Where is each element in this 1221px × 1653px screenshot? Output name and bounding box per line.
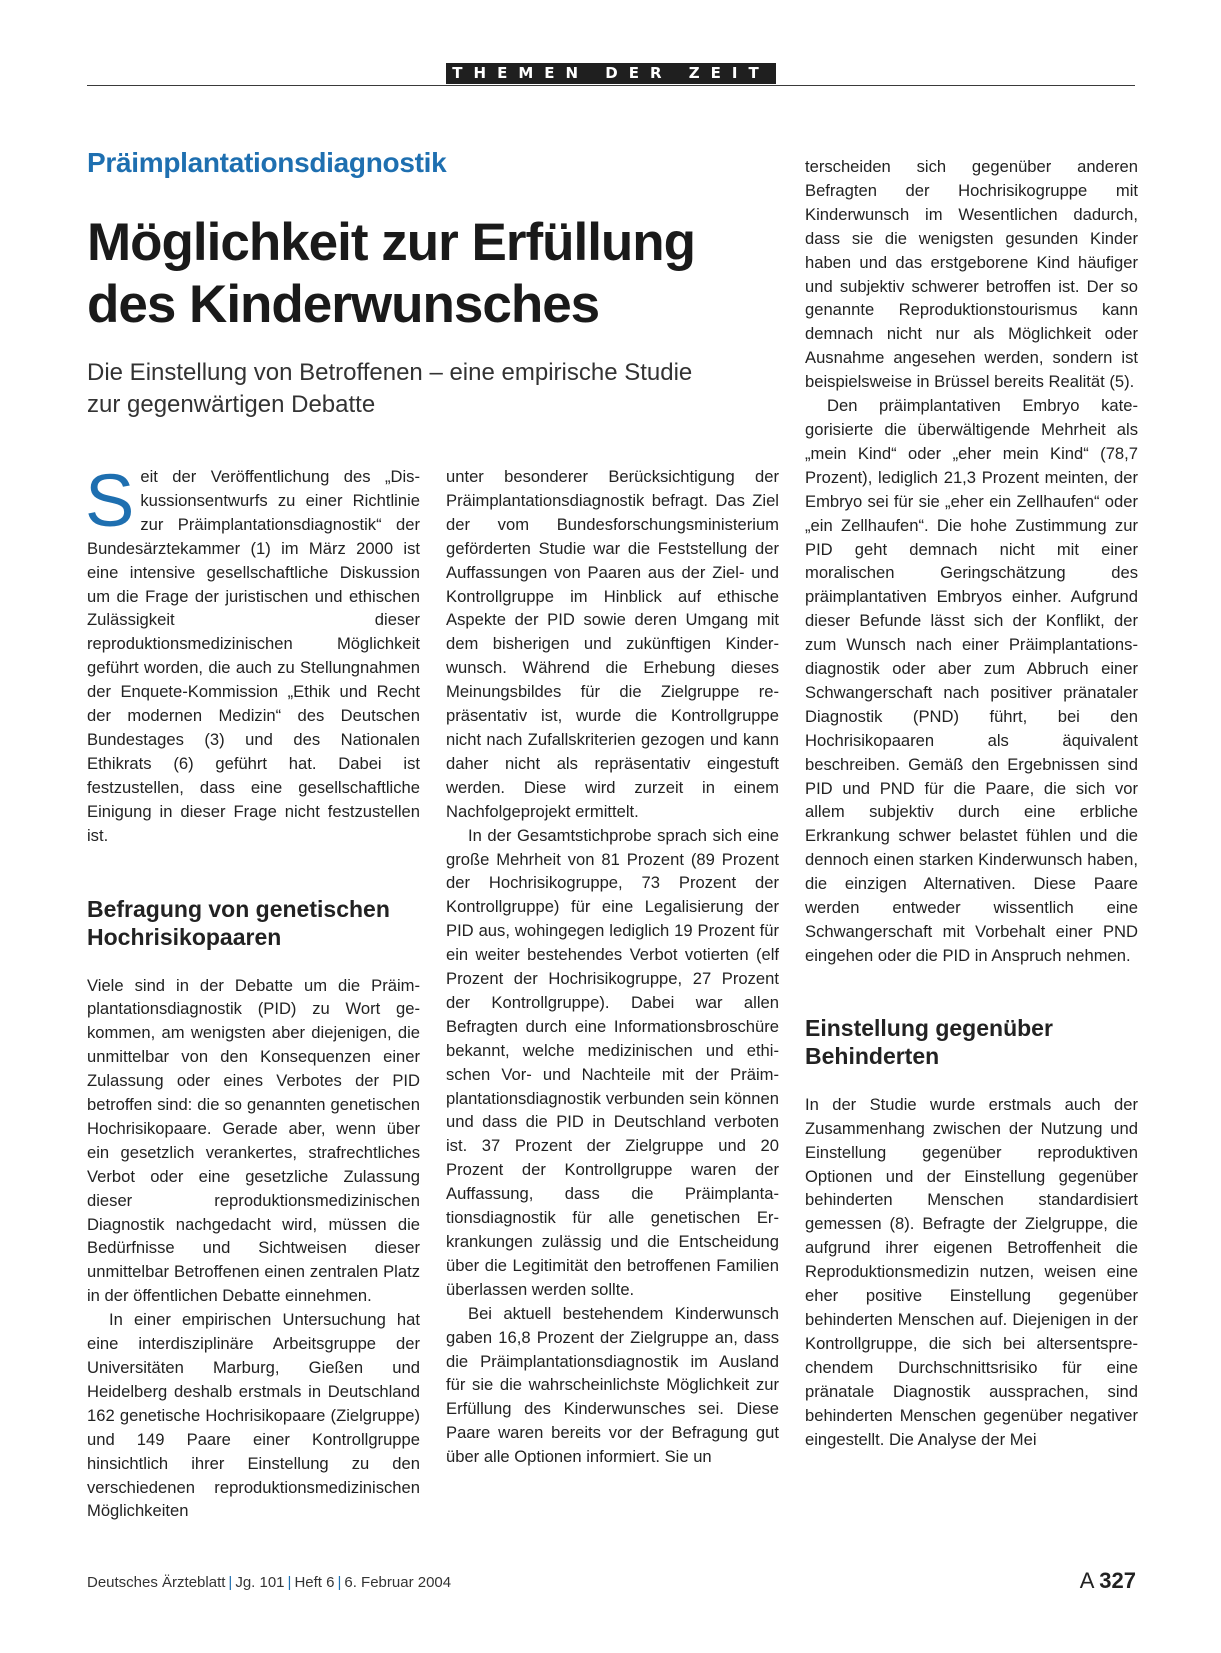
page-number xyxy=(1080,1568,1136,1594)
body-paragraph: terscheiden sich gegenüber anderen Befragten der Hochrisikogruppe mit Kinderwunsch im Wesentlichen dadurch, dass sie die wenigsten gesunden Kinder haben und das erstgeborene Kind häufiger und subjektiv schwerer betroffen ist. Der so genannte Reproduktionstourismus kann demnach nicht nur als Möglichkeit oder Ausnahme angesehen werden, sondern ist beispielsweise in Brüssel bereits Realität (5). xyxy=(805,157,1138,392)
section-heading xyxy=(87,895,420,951)
page-number-value: 327 xyxy=(1099,1568,1136,1593)
drop-cap: S xyxy=(85,459,135,542)
header-rule xyxy=(87,85,1135,86)
paragraph-text: eit der Veröffentlichung des „Diskussionsentwurfs zu einer Richtlinie zur Präimplantationsdiagnostik“ der Bundesärztekammer (1) im März 2000 ist eine intensive gesellschaftliche Diskussion um die Frage der juristischen und ethischen Zulässigkeit dieser reproduktionsmedizinischen Möglichkeit geführt worden, die auch zu Stellungnahmen der Enquete-Kommission „Ethik und Recht der modernen Medizin“ des Deutschen Bundestages (3) und des Nationalen Ethikrats (6) geführt hat. Dabei ist festzustellen, dass eine gesellschaftliche Einigung in dieser Frage nicht festzustellen ist. xyxy=(87,467,420,845)
section-banner: THEMEN DER ZEIT xyxy=(446,63,776,84)
heading-line: Hochrisikopaaren xyxy=(87,923,282,950)
headline-line: Möglichkeit zur Erfüllung xyxy=(87,213,696,272)
body-paragraph: In einer empirischen Untersuchung hat eine interdisziplinäre Arbeitsgruppe der Universitäten Marburg, Gießen und Heidelberg deshalb erstmals in Deutschland 162 genetische Hochrisikopaare (Zielgruppe) und 149 Paare einer Kontrollgruppe hinsichtlich ihrer Einstellung zu den verschiedenen reproduktionsmedizinischen Möglichkeiten xyxy=(87,1310,420,1521)
footer-separator: | xyxy=(337,1574,342,1591)
text-column-2 xyxy=(446,465,779,1469)
footer-separator: | xyxy=(287,1574,292,1591)
body-paragraph: Bei aktuell bestehendem Kinderwunsch gaben 16,8 Prozent der Zielgruppe an, dass die Präimplantationsdiagnostik im Ausland für sie die wahrscheinlichste Möglichkeit zur Erfüllung des Kinderwunsches sei. Diese Paare waren bereits vor der Befragung gut über alle Optionen informiert. Sie un xyxy=(446,1303,779,1467)
footer-separator: | xyxy=(228,1574,233,1591)
headline-line: des Kinderwunsches xyxy=(87,275,600,334)
publication-date: 6. Februar 2004 xyxy=(344,1574,452,1591)
heading-line: Behinderten xyxy=(805,1042,940,1069)
article-kicker: Präimplantationsdiagnostik xyxy=(87,147,447,178)
section-heading xyxy=(805,1014,1138,1070)
text-column-3 xyxy=(805,155,1138,1451)
journal-volume: Jg. 101 xyxy=(235,1574,285,1591)
subtitle-line: zur gegenwärtigen Debatte xyxy=(87,391,376,418)
body-paragraph: Den präimplantativen Embryo kategorisierte die überwältigende Mehrheit als „mein Kind“ oder „eher mein Kind“ (78,7 Prozent), lediglich 21,3 Prozent meinten, der Embryo sei für sie „eher ein Zellhaufen“ oder „ein Zellhaufen“. Die hohe Zustimmung zur PID geht demnach nicht mit einer moralischen Geringschätzung des präimplantativen Embryos einher. Aufgrund dieser Befunde lässt sich der Konflikt, der zum Wunsch nach einer Präimplantationsdiagnostik oder aber zum Abbruch einer Schwangerschaft nach positiver pränataler Diagnostik (PND) führt, bei den Hochrisikopaaren als äquivalent beschreiben. Gemäß den Ergebnissen sind PID und PND für die Paare, die sich vor allem subjektiv durch eine erbliche Erkrankung schwer belastet fühlen und die dennoch einen starken Kinderwunsch haben, die einzigen Alternativen. Diese Paare werden entweder wissentlich eine Schwangerschaft mit Vorbehalt einer PND eingehen oder die PID in Anspruch nehmen. xyxy=(805,396,1138,965)
body-paragraph xyxy=(85,459,420,848)
heading-line: Befragung von genetischen xyxy=(87,895,390,922)
text-column-1 xyxy=(85,459,420,1523)
journal-name: Deutsches Ärzteblatt xyxy=(87,1574,226,1591)
article-headline xyxy=(87,212,787,336)
subtitle-line: Die Einstellung von Betroffenen – eine empirische Studie xyxy=(87,359,693,386)
journal-issue: Heft 6 xyxy=(294,1574,335,1591)
page-prefix: A xyxy=(1079,1568,1094,1593)
body-paragraph: In der Gesamtstichprobe sprach sich eine große Mehrheit von 81 Prozent (89 Prozent der Hochrisikogruppe, 73 Prozent der Kontrollgruppe) für eine Legalisierung der PID aus, wohingegen lediglich 19 Prozent für ein weiter bestehendes Verbot votierten (elf Prozent der Hochrisikogruppe, 27 Prozent der Kontrollgruppe). Dabei war allen Befragten durch eine Informationsbroschüre bekannt, welche medizinischen und ethischen Vor- und Nachteile mit der Präimplantationsdiagnostik verbunden sein können und dass die PID in Deutschland verboten ist. 37 Prozent der Zielgruppe und 20 Prozent der Kontrollgruppe waren der Auffassung, dass die Präimplantationsdiagnostik für alle genetischen Erkrankungen zulässig und die Entscheidung über die Legitimität den betroffenen Familien überlassen werden sollte. xyxy=(446,825,779,1299)
body-paragraph: unter besonderer Berücksichtigung der Präimplantationsdiagnostik befragt. Das Ziel der vom Bundesforschungsministerium geförderten Studie war die Feststellung der Auffassungen von Paaren aus der Ziel- und Kontrollgruppe im Hinblick auf ethische Aspekte der PID sowie deren Umgang mit dem bisherigen und zukünftigen Kinderwunsch. Während die Erhebung dieses Meinungsbildes für die Zielgruppe repräsentativ ist, wurde die Kontrollgruppe nicht nach Zufallskriterien gezogen und kann daher nicht als repräsentativ eingestuft werden. Diese wird zurzeit in einem Nachfolgeprojekt ermittelt. xyxy=(446,467,779,821)
body-paragraph: In der Studie wurde erstmals auch der Zusammenhang zwischen der Nutzung und Einstellung gegenüber reproduktiven Optionen und der Einstellung gegenüber behinderten Menschen standardisiert gemessen (8). Befragte der Zielgruppe, die aufgrund ihrer eigenen Betroffenheit die Reproduktionsmedizin nutzen, weisen eine eher positive Einstellung gegenüber behinderten Menschen auf. Diejenigen in der Kontrollgruppe, die sich bei altersentsprechendem Durchschnittsrisiko für eine pränatale Diagnostik aussprachen, sind behinderten Menschen gegenüber negativer eingestellt. Die Analyse der Mei xyxy=(805,1094,1138,1449)
heading-line: Einstellung gegenüber xyxy=(805,1014,1053,1041)
body-paragraph: Viele sind in der Debatte um die Präimplantationsdiagnostik (PID) zu Wort gekommen, am wenigsten aber diejenigen, die unmittelbar von den Konsequenzen einer Zulassung oder eines Verbotes der PID betroffen sind: die so genannten genetischen Hochrisikopaare. Gerade aber, wenn über ein gesetzlich verankertes, strafrechtliches Verbot oder eine gesetzliche Zulassung dieser reproduktionsmedizinischen Diagnostik nachgedacht wird, müssen die Bedürfnisse und Sichtweisen dieser unmittelbar Betroffenen einen zentralen Platz in der öffentlichen Debatte einnehmen. xyxy=(87,975,420,1306)
page-footer xyxy=(87,1574,451,1591)
article-subtitle xyxy=(87,357,787,421)
